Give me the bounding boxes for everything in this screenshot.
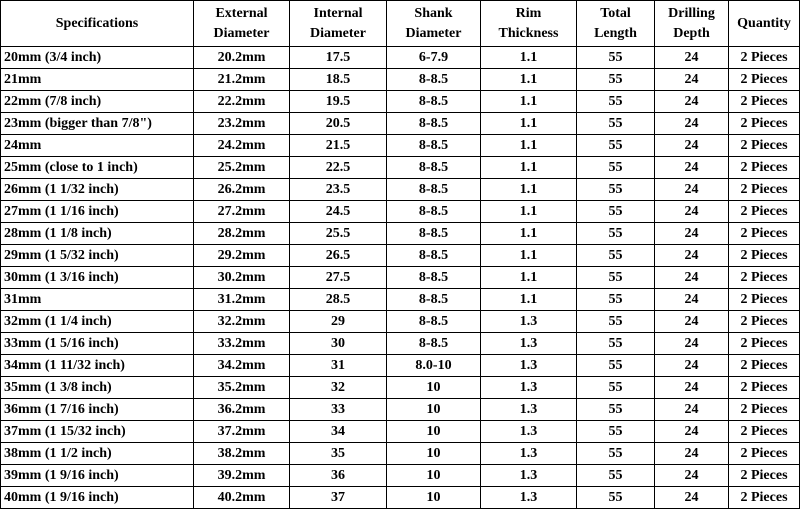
column-header-line: Rim — [515, 5, 542, 21]
table-row — [1, 443, 800, 465]
cell-total-length: 55 — [577, 179, 655, 201]
cell-total-length: 55 — [577, 223, 655, 245]
cell-external-diameter: 33.2mm — [194, 333, 290, 355]
cell-shank-diameter: 10 — [387, 421, 481, 443]
cell-quantity: 2 Pieces — [729, 69, 800, 91]
cell-shank-diameter: 8-8.5 — [387, 245, 481, 267]
cell-drilling-depth: 24 — [655, 179, 729, 201]
cell-specifications: 21mm — [1, 69, 194, 91]
cell-rim-thickness: 1.3 — [481, 399, 577, 421]
table-row — [1, 465, 800, 487]
cell-quantity: 2 Pieces — [729, 113, 800, 135]
cell-external-diameter: 26.2mm — [194, 179, 290, 201]
cell-internal-diameter: 30 — [290, 333, 387, 355]
table-row — [1, 47, 800, 69]
cell-total-length: 55 — [577, 399, 655, 421]
cell-shank-diameter: 8-8.5 — [387, 157, 481, 179]
column-header-line: Specifications — [55, 15, 139, 31]
cell-drilling-depth: 24 — [655, 91, 729, 113]
cell-specifications: 20mm (3/4 inch) — [1, 47, 194, 69]
cell-internal-diameter: 26.5 — [290, 245, 387, 267]
table-row — [1, 201, 800, 223]
cell-total-length: 55 — [577, 201, 655, 223]
column-header-line: Total — [600, 5, 631, 21]
cell-drilling-depth: 24 — [655, 421, 729, 443]
cell-total-length: 55 — [577, 113, 655, 135]
cell-shank-diameter: 8-8.5 — [387, 289, 481, 311]
table-row — [1, 223, 800, 245]
cell-specifications: 24mm — [1, 135, 194, 157]
cell-quantity: 2 Pieces — [729, 487, 800, 509]
column-header-rim-thickness — [481, 1, 577, 47]
table-row — [1, 289, 800, 311]
cell-specifications: 38mm (1 1/2 inch) — [1, 443, 194, 465]
cell-internal-diameter: 35 — [290, 443, 387, 465]
cell-specifications: 35mm (1 3/8 inch) — [1, 377, 194, 399]
cell-quantity: 2 Pieces — [729, 289, 800, 311]
cell-quantity: 2 Pieces — [729, 201, 800, 223]
cell-specifications: 36mm (1 7/16 inch) — [1, 399, 194, 421]
column-header-line: Drilling — [668, 5, 715, 21]
cell-internal-diameter: 18.5 — [290, 69, 387, 91]
cell-rim-thickness: 1.1 — [481, 91, 577, 113]
cell-drilling-depth: 24 — [655, 267, 729, 289]
cell-rim-thickness: 1.1 — [481, 267, 577, 289]
cell-quantity: 2 Pieces — [729, 465, 800, 487]
cell-external-diameter: 34.2mm — [194, 355, 290, 377]
cell-rim-thickness: 1.1 — [481, 245, 577, 267]
table-row — [1, 399, 800, 421]
cell-rim-thickness: 1.1 — [481, 157, 577, 179]
cell-quantity: 2 Pieces — [729, 399, 800, 421]
cell-internal-diameter: 29 — [290, 311, 387, 333]
cell-external-diameter: 36.2mm — [194, 399, 290, 421]
cell-internal-diameter: 17.5 — [290, 47, 387, 69]
cell-drilling-depth: 24 — [655, 377, 729, 399]
cell-external-diameter: 24.2mm — [194, 135, 290, 157]
cell-drilling-depth: 24 — [655, 311, 729, 333]
column-header-line: Thickness — [498, 25, 559, 41]
cell-rim-thickness: 1.3 — [481, 465, 577, 487]
cell-shank-diameter: 8-8.5 — [387, 179, 481, 201]
column-header-line: Quantity — [737, 15, 791, 31]
cell-quantity: 2 Pieces — [729, 91, 800, 113]
cell-specifications: 22mm (7/8 inch) — [1, 91, 194, 113]
cell-rim-thickness: 1.1 — [481, 201, 577, 223]
cell-external-diameter: 35.2mm — [194, 377, 290, 399]
cell-external-diameter: 37.2mm — [194, 421, 290, 443]
cell-external-diameter: 28.2mm — [194, 223, 290, 245]
cell-rim-thickness: 1.1 — [481, 113, 577, 135]
cell-internal-diameter: 25.5 — [290, 223, 387, 245]
column-header-line: Internal — [313, 5, 363, 21]
cell-total-length: 55 — [577, 421, 655, 443]
cell-specifications: 32mm (1 1/4 inch) — [1, 311, 194, 333]
cell-rim-thickness: 1.1 — [481, 135, 577, 157]
table-row — [1, 311, 800, 333]
cell-total-length: 55 — [577, 47, 655, 69]
cell-drilling-depth: 24 — [655, 245, 729, 267]
cell-rim-thickness: 1.1 — [481, 289, 577, 311]
cell-drilling-depth: 24 — [655, 399, 729, 421]
cell-total-length: 55 — [577, 245, 655, 267]
column-header-drilling-depth — [655, 1, 729, 47]
cell-quantity: 2 Pieces — [729, 179, 800, 201]
table-row — [1, 157, 800, 179]
cell-specifications: 37mm (1 15/32 inch) — [1, 421, 194, 443]
cell-external-diameter: 38.2mm — [194, 443, 290, 465]
cell-specifications: 26mm (1 1/32 inch) — [1, 179, 194, 201]
cell-internal-diameter: 21.5 — [290, 135, 387, 157]
column-header-line: Length — [594, 25, 637, 41]
cell-drilling-depth: 24 — [655, 157, 729, 179]
cell-quantity: 2 Pieces — [729, 245, 800, 267]
cell-drilling-depth: 24 — [655, 355, 729, 377]
cell-drilling-depth: 24 — [655, 289, 729, 311]
cell-external-diameter: 27.2mm — [194, 201, 290, 223]
cell-rim-thickness: 1.1 — [481, 47, 577, 69]
table-row — [1, 421, 800, 443]
cell-drilling-depth: 24 — [655, 113, 729, 135]
cell-specifications: 29mm (1 5/32 inch) — [1, 245, 194, 267]
cell-quantity: 2 Pieces — [729, 421, 800, 443]
cell-specifications: 28mm (1 1/8 inch) — [1, 223, 194, 245]
cell-shank-diameter: 10 — [387, 487, 481, 509]
header-row — [1, 1, 800, 47]
cell-external-diameter: 39.2mm — [194, 465, 290, 487]
cell-specifications: 25mm (close to 1 inch) — [1, 157, 194, 179]
cell-shank-diameter: 8-8.5 — [387, 113, 481, 135]
cell-internal-diameter: 24.5 — [290, 201, 387, 223]
cell-specifications: 23mm (bigger than 7/8") — [1, 113, 194, 135]
cell-total-length: 55 — [577, 69, 655, 91]
cell-internal-diameter: 32 — [290, 377, 387, 399]
cell-rim-thickness: 1.3 — [481, 487, 577, 509]
cell-total-length: 55 — [577, 267, 655, 289]
cell-shank-diameter: 10 — [387, 377, 481, 399]
cell-quantity: 2 Pieces — [729, 355, 800, 377]
cell-shank-diameter: 6-7.9 — [387, 47, 481, 69]
cell-total-length: 55 — [577, 91, 655, 113]
cell-drilling-depth: 24 — [655, 465, 729, 487]
cell-internal-diameter: 37 — [290, 487, 387, 509]
cell-shank-diameter: 10 — [387, 465, 481, 487]
cell-quantity: 2 Pieces — [729, 333, 800, 355]
column-header-line: Depth — [673, 25, 710, 41]
cell-shank-diameter: 8-8.5 — [387, 333, 481, 355]
column-header-specifications — [1, 1, 194, 47]
cell-rim-thickness: 1.3 — [481, 311, 577, 333]
cell-internal-diameter: 31 — [290, 355, 387, 377]
cell-drilling-depth: 24 — [655, 333, 729, 355]
cell-rim-thickness: 1.1 — [481, 223, 577, 245]
cell-total-length: 55 — [577, 157, 655, 179]
cell-shank-diameter: 8-8.5 — [387, 201, 481, 223]
cell-total-length: 55 — [577, 443, 655, 465]
cell-total-length: 55 — [577, 377, 655, 399]
table-row — [1, 377, 800, 399]
cell-quantity: 2 Pieces — [729, 47, 800, 69]
cell-internal-diameter: 28.5 — [290, 289, 387, 311]
column-header-line: Diameter — [310, 25, 366, 41]
cell-total-length: 55 — [577, 465, 655, 487]
cell-external-diameter: 31.2mm — [194, 289, 290, 311]
cell-quantity: 2 Pieces — [729, 267, 800, 289]
cell-total-length: 55 — [577, 487, 655, 509]
cell-internal-diameter: 19.5 — [290, 91, 387, 113]
cell-drilling-depth: 24 — [655, 443, 729, 465]
cell-internal-diameter: 33 — [290, 399, 387, 421]
cell-drilling-depth: 24 — [655, 201, 729, 223]
cell-rim-thickness: 1.3 — [481, 443, 577, 465]
cell-shank-diameter: 8-8.5 — [387, 267, 481, 289]
column-header-total-length — [577, 1, 655, 47]
cell-drilling-depth: 24 — [655, 487, 729, 509]
cell-shank-diameter: 8-8.5 — [387, 311, 481, 333]
cell-internal-diameter: 20.5 — [290, 113, 387, 135]
cell-shank-diameter: 8-8.5 — [387, 223, 481, 245]
cell-specifications: 40mm (1 9/16 inch) — [1, 487, 194, 509]
cell-specifications: 39mm (1 9/16 inch) — [1, 465, 194, 487]
cell-quantity: 2 Pieces — [729, 377, 800, 399]
table-row — [1, 333, 800, 355]
cell-total-length: 55 — [577, 333, 655, 355]
column-header-line: Diameter — [213, 25, 270, 41]
cell-specifications: 33mm (1 5/16 inch) — [1, 333, 194, 355]
column-header-shank-diameter — [387, 1, 481, 47]
cell-quantity: 2 Pieces — [729, 157, 800, 179]
cell-internal-diameter: 34 — [290, 421, 387, 443]
column-header-line: Shank — [414, 5, 453, 21]
cell-drilling-depth: 24 — [655, 47, 729, 69]
cell-specifications: 27mm (1 1/16 inch) — [1, 201, 194, 223]
cell-shank-diameter: 8-8.5 — [387, 69, 481, 91]
table-row — [1, 355, 800, 377]
column-header-line: External — [215, 5, 268, 21]
column-header-internal-diameter — [290, 1, 387, 47]
cell-shank-diameter: 8.0-10 — [387, 355, 481, 377]
cell-external-diameter: 32.2mm — [194, 311, 290, 333]
cell-internal-diameter: 36 — [290, 465, 387, 487]
cell-rim-thickness: 1.3 — [481, 421, 577, 443]
cell-internal-diameter: 22.5 — [290, 157, 387, 179]
table-row — [1, 267, 800, 289]
cell-external-diameter: 22.2mm — [194, 91, 290, 113]
cell-shank-diameter: 8-8.5 — [387, 135, 481, 157]
cell-drilling-depth: 24 — [655, 135, 729, 157]
cell-shank-diameter: 8-8.5 — [387, 91, 481, 113]
cell-specifications: 34mm (1 11/32 inch) — [1, 355, 194, 377]
cell-rim-thickness: 1.3 — [481, 333, 577, 355]
table-row — [1, 113, 800, 135]
column-header-line: Diameter — [405, 25, 462, 41]
cell-external-diameter: 23.2mm — [194, 113, 290, 135]
cell-internal-diameter: 23.5 — [290, 179, 387, 201]
cell-total-length: 55 — [577, 355, 655, 377]
cell-shank-diameter: 10 — [387, 443, 481, 465]
cell-rim-thickness: 1.3 — [481, 377, 577, 399]
table-row — [1, 245, 800, 267]
cell-total-length: 55 — [577, 311, 655, 333]
cell-total-length: 55 — [577, 135, 655, 157]
cell-quantity: 2 Pieces — [729, 135, 800, 157]
column-header-quantity — [729, 1, 800, 47]
cell-specifications: 31mm — [1, 289, 194, 311]
table-row — [1, 487, 800, 509]
cell-quantity: 2 Pieces — [729, 443, 800, 465]
table-row — [1, 179, 800, 201]
table-row — [1, 91, 800, 113]
cell-rim-thickness: 1.1 — [481, 69, 577, 91]
table-row — [1, 69, 800, 91]
cell-quantity: 2 Pieces — [729, 311, 800, 333]
cell-total-length: 55 — [577, 289, 655, 311]
cell-external-diameter: 29.2mm — [194, 245, 290, 267]
cell-shank-diameter: 10 — [387, 399, 481, 421]
cell-external-diameter: 20.2mm — [194, 47, 290, 69]
cell-drilling-depth: 24 — [655, 223, 729, 245]
cell-rim-thickness: 1.3 — [481, 355, 577, 377]
cell-internal-diameter: 27.5 — [290, 267, 387, 289]
cell-external-diameter: 30.2mm — [194, 267, 290, 289]
column-header-external-diameter — [194, 1, 290, 47]
cell-external-diameter: 25.2mm — [194, 157, 290, 179]
cell-external-diameter: 21.2mm — [194, 69, 290, 91]
cell-quantity: 2 Pieces — [729, 223, 800, 245]
cell-external-diameter: 40.2mm — [194, 487, 290, 509]
table-row — [1, 135, 800, 157]
cell-specifications: 30mm (1 3/16 inch) — [1, 267, 194, 289]
cell-rim-thickness: 1.1 — [481, 179, 577, 201]
cell-drilling-depth: 24 — [655, 69, 729, 91]
table-body — [1, 47, 800, 509]
